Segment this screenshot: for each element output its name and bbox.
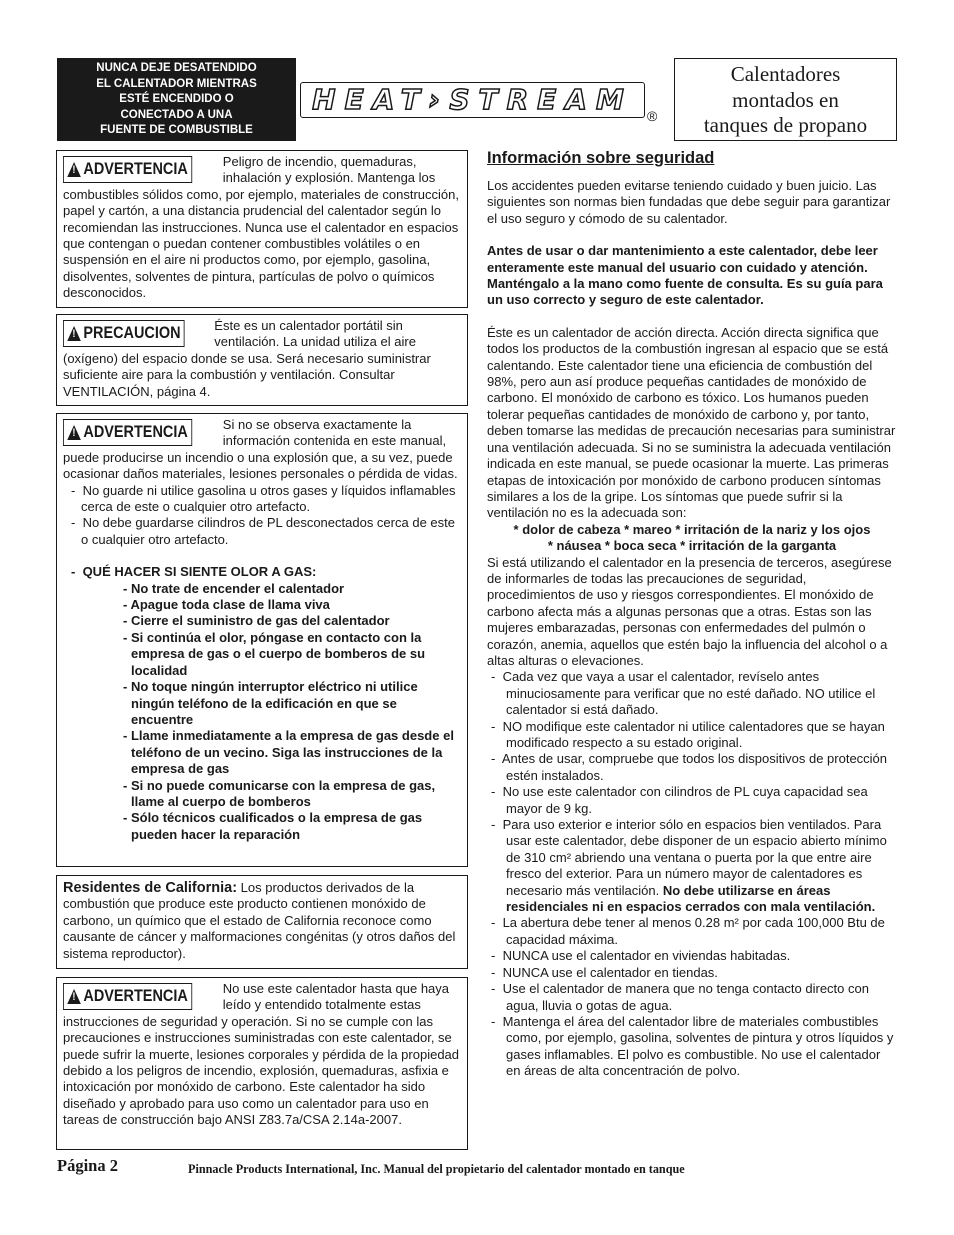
warning-triangle-icon: [67, 326, 81, 341]
list-item-text: Mantenga el área del calentador libre de materiales combustibles como, por ejemplo, gasolina, solventes de pintura y otros líquidos y gases inflamables. El polvo es combustible. No use el calentador en áreas de alta concentración de polvo.: [502, 1013, 894, 1079]
registered-mark: ®: [647, 108, 658, 124]
warning-text: Si no se observa exactamente la información contenida en este manual, puede producirse un incendio o una explosión que, a su vez, puede ocasionar daños materiales, lesiones personales o pérdida de vidas.: [63, 417, 458, 482]
section-title: Información sobre seguridad: [487, 149, 715, 167]
title-line: tanques de propano: [703, 113, 868, 137]
warning-text: Peligro de incendio, quemaduras, inhalación y explosión. Mantenga los combustibles sólidos como, por ejemplo, materiales de construcción, papel y cartón, a una distancia prudencial del calentador según lo recomiendan las instrucciones. Nunca use el calentador en espacios que contengan o puedan contener combustibles volátiles o en suspensión en el aire ni productos como, por ejemplo, gasolina, disolventes, solventes de pintura, partículas de polvo o químicos desconocidos.: [63, 154, 459, 301]
list-item: - NUNCA use el calentador en viviendas habitadas.: [491, 948, 791, 964]
notice-line: EL CALENTADOR MIENTRAS: [96, 77, 257, 90]
gas-item-text: Si continúa el olor, póngase en contacto con la empresa de gas o el cuerpo de bomberos de su localidad: [130, 629, 426, 678]
caution-text: Éste es un calentador portátil sin ventilación. La unidad utiliza el aire (oxígeno) del espacio donde se usa. Será necesario suministrar suficiente aire para la combustión y ventilación. Consultar VENTILACIÓN, página 4.: [63, 318, 431, 399]
title-line: Calentadores: [730, 62, 841, 86]
title-line: montados en: [732, 87, 839, 112]
list-item-text: Cada vez que vaya a usar el calentador, revíselo antes minuciosamente para verificar que no esté dañado. NO utilice el calentador si está dañado.: [502, 669, 876, 718]
gas-item: - No trate de encender el calentador: [123, 580, 345, 596]
gas-item-text: No trate de encender el calentador: [130, 580, 345, 596]
page-title: [674, 58, 897, 141]
badge-label: ADVERTENCIA: [83, 422, 188, 442]
list-item-text: Use el calentador de manera que no tenga contacto directo con agua, lluvia o gotas de agua.: [502, 981, 869, 1013]
intro-paragraph: Los accidentes pueden evitarse teniendo cuidado y buen juicio. Las siguientes son normas bien fundadas que debe seguir para garantizar el uso seguro y cómodo de su calentador.: [487, 178, 891, 226]
notice-line: CONECTADO A UNA: [120, 108, 233, 121]
list-item-text: No debe guardarse cilindros de PL desconectados cerca de este o cualquier otro artefacto.: [81, 515, 455, 547]
california-notice: [56, 875, 468, 969]
california-heading: Residentes de California:: [63, 880, 238, 896]
gas-item: - Si continúa el olor, póngase en contacto con la empresa de gas o el cuerpo de bomberos de su localidad: [123, 629, 426, 678]
logo-text: HEAT›STREAM: [312, 82, 633, 116]
warning-badge: [63, 156, 192, 183]
gas-item-text: Apague toda clase de llama viva: [130, 597, 330, 613]
gas-heading-text: QUÉ HACER SI SIENTE OLOR A GAS:: [82, 564, 317, 580]
gas-item-text: No toque ningún interruptor eléctrico ni utilice ningún teléfono de la edificación en que se encuentre: [130, 679, 418, 727]
warning-text: No use este calentador hasta que haya leído y entendido totalmente estas instrucciones de seguridad y operación. Si no se cumple con las precauciones e instrucciones suministradas con este calentador, se puede sufrir la muerte, lesiones corporales y pérdida de la propiedad debido a los peligros de incendio, explosión, quemaduras, asfixia e intoxicación por monóxido de carbono. Este calentador ha sido diseñado y aprobado para uso como un calentador para uso en tareas de construcción bajo ANSI Z83.7a/CSA 2.14a-2007.: [63, 981, 460, 1128]
warning-badge: [63, 419, 192, 446]
warning-box-read-instructions: [56, 977, 468, 1150]
warning-box-gas: [56, 413, 468, 867]
safety-section: [487, 148, 897, 1080]
list-item-text: NUNCA use el calentador en tiendas.: [502, 964, 718, 980]
list-item-text: No guarde ni utilice gasolina u otros gases y líquidos inflamables cerca de este o cualquier otro artefacto.: [81, 482, 456, 515]
badge-label: ADVERTENCIA: [83, 986, 188, 1006]
list-item: - NO modifique este calentador ni utilice calentadores que se hayan modificado respecto a su estado original.: [491, 718, 885, 750]
list-item-text: NO modifique este calentador ni utilice calentadores que se hayan modificado respecto a su estado original.: [502, 718, 885, 750]
list-item-bold-text: No debe utilizarse en áreas residenciales ni en espacios cerrados con mala ventilación.: [506, 882, 876, 915]
warning-box-fire: [56, 150, 468, 308]
list-item: - Antes de usar, compruebe que todos los dispositivos de protección estén instalados.: [491, 751, 888, 783]
caution-box-ventilation: [56, 314, 468, 406]
list-item: - No guarde ni utilice gasolina u otros gases y líquidos inflamables cerca de este o cualquier otro artefacto.: [71, 482, 456, 515]
gas-item: - Si no puede comunicarse con la empresa de gas, llame al cuerpo de bomberos: [123, 777, 436, 809]
list-item: - Mantenga el área del calentador libre de materiales combustibles como, por ejemplo, gasolina, solventes de pintura y otros líquidos y gases inflamables. El polvo es combustible. No use el calentador en áreas de alta concentración de polvo.: [491, 1013, 894, 1079]
list-item-text: NUNCA use el calentador en viviendas habitadas.: [502, 948, 791, 964]
gas-item: - Apague toda clase de llama viva: [123, 597, 330, 613]
gas-item: - No toque ningún interruptor eléctrico ni utilice ningún teléfono de la edificación en que se encuentre: [123, 679, 418, 727]
gas-item-text: Sólo técnicos cualificados o la empresa de gas pueden hacer la reparación: [130, 810, 423, 842]
list-item: - Cada vez que vaya a usar el calentador, revíselo antes minuciosamente para verificar que no esté dañado. NO utilice el calentador si está dañado.: [491, 669, 876, 718]
notice-line: FUENTE DE COMBUSTIBLE: [100, 124, 253, 137]
others-paragraph: Si está utilizando el calentador en la presencia de terceros, asegúrese de informarles de todas las precauciones de seguridad, procedimientos de uso y riesgos correspondientes. El monóxido de carbono afecta más a algunas personas que a otras. Estas son las mujeres embarazadas, personas con enfermedades del pulmón o corazón, anemia, aquellos que estén bajo la influencia del alcohol o a altas alturas o elevaciones.: [487, 554, 892, 668]
list-item: - Use el calentador de manera que no tenga contacto directo con agua, lluvia o gotas de agua.: [491, 981, 869, 1013]
caution-badge: [63, 320, 185, 347]
gas-item: - Llame inmediatamente a la empresa de gas desde el teléfono de un vecino. Siga las instrucciones de la empresa de gas: [123, 728, 454, 777]
list-item-text: La abertura debe tener al menos 0.28 m² por cada 100,000 Btu de capacidad máxima.: [502, 915, 885, 947]
list-item-text: No use este calentador con cilindros de PL cuya capacidad sea mayor de 9 kg.: [502, 784, 868, 816]
list-item: - No debe guardarse cilindros de PL desconectados cerca de este o cualquier otro artefacto.: [71, 515, 455, 547]
symptoms-line: * náusea * boca seca * irritación de la garganta: [547, 538, 837, 554]
list-item-text: Antes de usar, compruebe que todos los dispositivos de protección estén instalados.: [501, 751, 888, 783]
footer-text: Pinnacle Products International, Inc. Manual del propietario del calentador montado en tanque: [188, 1162, 685, 1176]
list-item-text: Para uso exterior e interior sólo en espacios bien ventilados. Para usar este calentador, debe disponer de un espacio abierto mínimo de 310 cm² abriendo una ventana o puerta por la que entre aire fresco del exterior. Para un número mayor de calentadores es necesario más ventilación.: [502, 817, 887, 898]
list-item: - NUNCA use el calentador en tiendas.: [491, 964, 718, 980]
california-text: Los productos derivados de la combustión que produce este producto contienen monóxido de carbono, un químico que el estado de California reconoce como causante de cáncer y malformaciones congénitas (y otros daños del sistema reproductor).: [63, 880, 456, 961]
notice-line: ESTÉ ENCENDIDO O: [119, 93, 234, 106]
symptoms-line: * dolor de cabeza * mareo * irritación de la nariz y los ojos: [513, 521, 871, 537]
gas-item: - Sólo técnicos cualificados o la empresa de gas pueden hacer la reparación: [123, 810, 423, 842]
gas-item-text: Si no puede comunicarse con la empresa de gas, llame al cuerpo de bomberos: [130, 777, 436, 809]
gas-item-text: Cierre el suministro de gas del calentador: [130, 613, 390, 629]
badge-label: PRECAUCION: [83, 323, 181, 343]
brand-logo: [300, 82, 645, 118]
warning-triangle-icon: [67, 162, 81, 177]
warning-badge: [63, 983, 192, 1010]
direct-heater-paragraph: Éste es un calentador de acción directa. Acción directa significa que todos los productos de la combustión ingresan al espacio que se está calentando. Este calentador tiene una eficiencia de combustión del 98%, pero aun así produce pequeñas cantidades de monóxido de carbono. El monóxido de carbono es tóxico. Los humanos pueden tolerar pequeñas cantidades de monóxido de carbono y, por tanto, deben tomarse las medidas de precaución necesarias para suministrar una ventilación adecuada. Si no se suministra la adecuada ventilación indicada en este manual, se puede ocasionar la muerte. Las primeras etapas de intoxicación por monóxido de carbono producen síntomas similares a los de la gripe. Los síntomas que puede sufrir si la ventilación no es la adecuada son:: [487, 324, 896, 521]
read-manual-paragraph: Antes de usar o dar mantenimiento a este calentador, debe leer enteramente este manual del usuario con cuidado y atención. Manténgalo a la mano como fuente de consulta. Es su guía para un uso correcto y seguro de este calentador.: [487, 243, 883, 308]
gas-item: - Cierre el suministro de gas del calentador: [123, 613, 390, 629]
gas-heading: - QUÉ HACER SI SIENTE OLOR A GAS:: [71, 564, 317, 580]
warning-triangle-icon: [67, 425, 81, 440]
unattended-notice: [57, 58, 296, 141]
list-item: - No use este calentador con cilindros de PL cuya capacidad sea mayor de 9 kg.: [491, 784, 868, 816]
badge-label: ADVERTENCIA: [83, 159, 188, 179]
warning-triangle-icon: [67, 989, 81, 1004]
list-item: - La abertura debe tener al menos 0.28 m² por cada 100,000 Btu de capacidad máxima.: [491, 915, 885, 947]
notice-line: NUNCA DEJE DESATENDIDO: [96, 62, 257, 74]
page-number: Página 2: [57, 1156, 118, 1175]
gas-item-text: Llame inmediatamente a la empresa de gas desde el teléfono de un vecino. Siga las instrucciones de la empresa de gas: [130, 728, 454, 777]
list-item: - Para uso exterior e interior sólo en espacios bien ventilados. Para usar este calentador, debe disponer de un espacio abierto mínimo de 310 cm² abriendo una ventana o puerta por la que entre aire fresco del exterior. Para un número mayor de calentadores es necesario más ventilación. No debe utilizarse en áreas residenciales ni en espacios cerrados con mala ventilación.: [491, 817, 887, 915]
